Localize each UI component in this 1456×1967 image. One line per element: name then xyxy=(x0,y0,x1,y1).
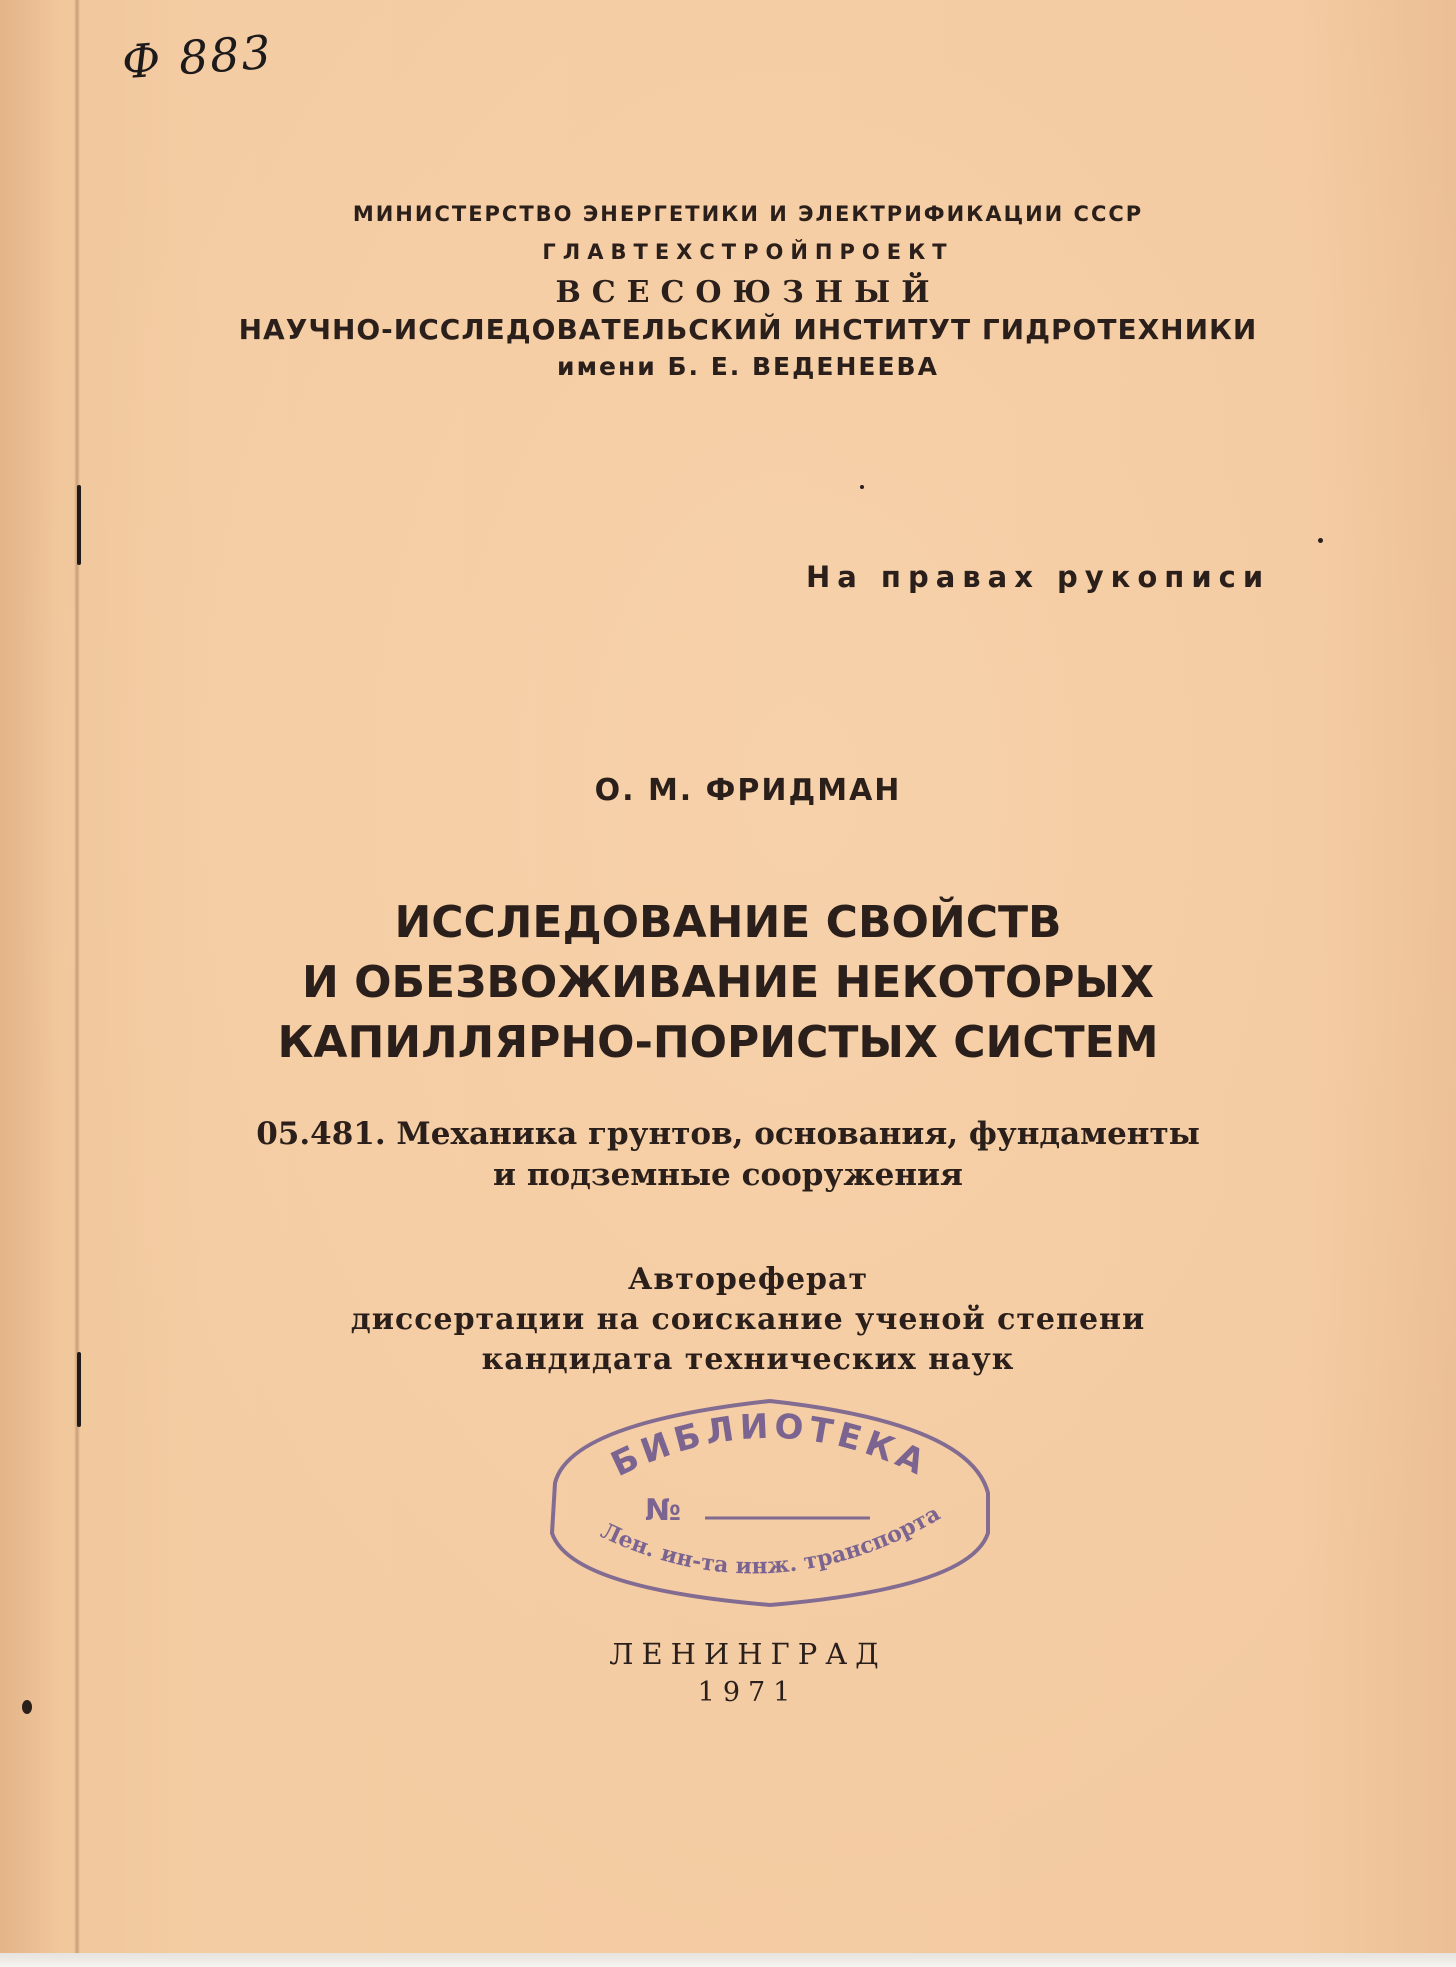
svg-text:БИБЛИОТЕКА xyxy=(605,1407,935,1485)
specialty-line: 05.481. Механика грунтов, основания, фундаменты xyxy=(256,1116,1200,1152)
author-name: О. М. ФРИДМАН xyxy=(594,773,902,808)
publication-year: 1971 xyxy=(697,1677,799,1708)
abstract-note-line: Автореферат xyxy=(627,1262,869,1297)
abstract-note-line: кандидата технических наук xyxy=(481,1342,1015,1377)
ink-speck xyxy=(860,485,864,489)
title-line: ИССЛЕДОВАНИЕ СВОЙСТВ xyxy=(394,897,1062,948)
rights-notice: На правах рукописи xyxy=(806,560,1271,594)
ink-speck xyxy=(1318,538,1323,543)
ministry-line: МИНИСТЕРСТВО ЭНЕРГЕТИКИ И ЭЛЕКТРИФИКАЦИИ СССР xyxy=(352,202,1144,226)
title-line: И ОБЕЗВОЖИВАНИЕ НЕКОТОРЫХ xyxy=(301,957,1155,1008)
scan-bottom-edge xyxy=(0,1953,1456,1967)
stamp-number-label: № xyxy=(645,1493,682,1528)
handwritten-shelf-mark: Ф 883 xyxy=(120,24,275,90)
abstract-note-line: диссертации на соискание ученой степени xyxy=(350,1302,1146,1337)
binding-mark xyxy=(77,485,81,565)
stamp-bottom-text: Лен. ин-та инж. транспорта xyxy=(596,1500,945,1580)
vsesoyuz-line: ВСЕСОЮЗНЫЙ xyxy=(555,275,941,310)
institute-line: НАУЧНО-ИССЛЕДОВАТЕЛЬСКИЙ ИНСТИТУТ ГИДРОТЕХНИКИ xyxy=(238,313,1258,346)
library-stamp xyxy=(530,1383,1010,1613)
named-after-line: имени Б. Е. ВЕДЕНЕЕВА xyxy=(557,352,939,381)
title-line: КАПИЛЛЯРНО-ПОРИСТЫХ СИСТЕМ xyxy=(277,1017,1159,1068)
stamp-top-text: БИБЛИОТЕКА xyxy=(604,1406,936,1485)
glavtech-line: ГЛАВТЕХСТРОЙПРОЕКТ xyxy=(542,240,954,264)
publication-city: ЛЕНИНГРАД xyxy=(609,1637,887,1671)
specialty-line: и подземные сооружения xyxy=(493,1157,963,1193)
